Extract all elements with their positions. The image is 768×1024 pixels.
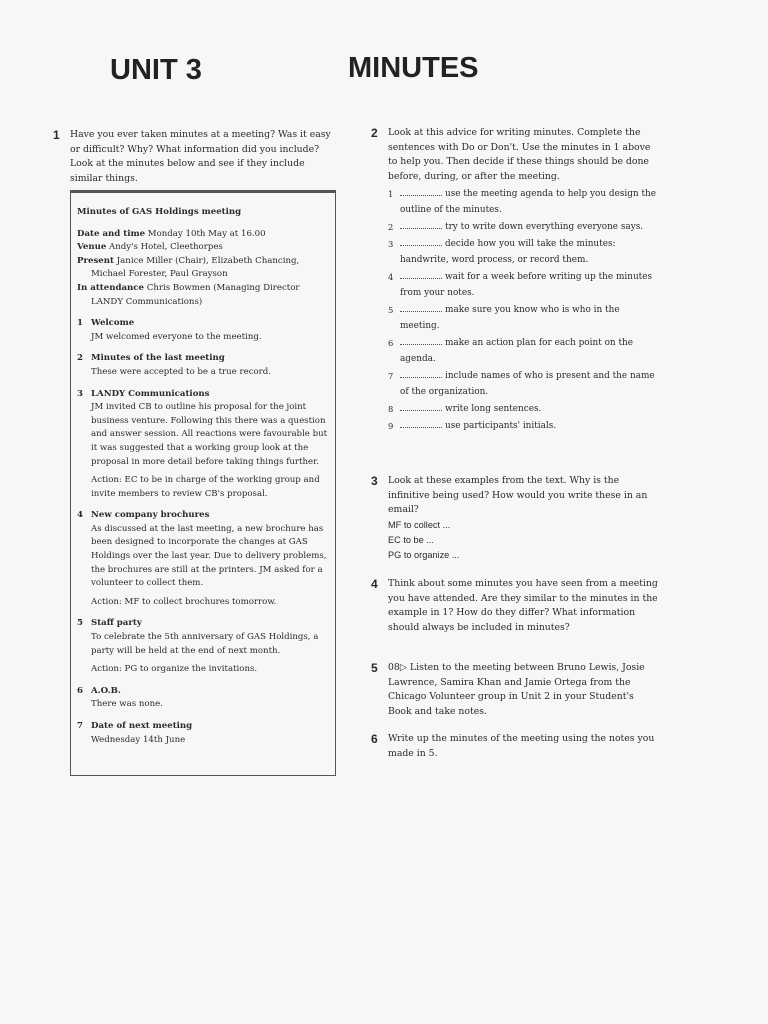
item-number: 4: [77, 510, 83, 521]
item-body: JM invited CB to outline his proposal for the joint business venture. Following this there was a question and answer session. All reactions were favourable but it was suggested that a working group look at the proposal in more detail before taking things further.: [91, 402, 328, 467]
task-number: 5: [371, 661, 378, 675]
task-2: [371, 126, 658, 434]
item-heading: LANDY Communications: [91, 388, 210, 399]
task-number: 4: [371, 577, 378, 591]
item-body: To celebrate the 5th anniversary of GAS Holdings, a party will be held at the end of next month.: [91, 632, 319, 656]
attendance-label: In attendance: [77, 282, 145, 293]
venue-label: Venue: [77, 242, 107, 253]
advice-item: [388, 368, 658, 400]
advice-number: 4: [388, 272, 394, 282]
task-text: Look at this advice for writing minutes. Complete the sentences with Do or Don't. Use the minutes in 1 above to help you. Then decide if these things should be done before, during, or after the meeting.: [388, 127, 651, 182]
venue-value: Andy's Hotel, Cleethorpes: [109, 242, 223, 253]
item-heading: A.O.B.: [91, 685, 121, 696]
advice-item: [388, 269, 658, 301]
answer-blank[interactable]: [400, 337, 442, 345]
task-3: [371, 474, 658, 563]
task-number: 2: [371, 126, 378, 140]
advice-number: 8: [388, 404, 394, 414]
task-6: [371, 732, 658, 761]
section-title: MINUTES: [348, 52, 479, 84]
item-action: Action: MF to collect brochures tomorrow.: [91, 596, 277, 607]
date-label: Date and time: [77, 228, 146, 239]
item-heading: Staff party: [91, 618, 142, 629]
item-action: Action: EC to be in charge of the working group and invite members to review CB's proposal.: [91, 475, 320, 499]
item-body: JM welcomed everyone to the meeting.: [91, 331, 262, 342]
advice-number: 3: [388, 239, 394, 249]
task-number: 1: [53, 128, 60, 142]
advice-text: decide how you will take the minutes: handwrite, word process, or record them.: [400, 239, 616, 265]
advice-number: 9: [388, 421, 394, 431]
advice-text: make sure you know who is who in the meeting.: [400, 305, 620, 331]
date-value: Monday 10th May at 16.00: [147, 228, 266, 239]
task-5: [371, 661, 658, 719]
minutes-items: [77, 317, 329, 747]
answer-blank[interactable]: [400, 304, 442, 312]
answer-blank[interactable]: [400, 370, 442, 378]
advice-text: use the meeting agenda to help you design the outline of the minutes.: [400, 189, 656, 215]
advice-item: [388, 186, 658, 218]
attendance-value-cont: LANDY Communications): [91, 296, 203, 307]
minutes-item: [77, 388, 329, 502]
task-number: 3: [371, 474, 378, 488]
minutes-item: [77, 509, 329, 609]
example-2: EC to be ...: [388, 534, 434, 545]
advice-number: 7: [388, 371, 394, 381]
task-text: Think about some minutes you have seen from a meeting you have attended. Are they similar to the minutes in the example in 1? How do they differ? What information should always be included in minutes?: [388, 578, 658, 633]
present-value: Janice Miller (Chair), Elizabeth Chancing,: [116, 255, 300, 266]
unit-title: UNIT 3: [110, 54, 202, 86]
minutes-item: [77, 720, 329, 747]
minutes-title: Minutes of GAS Holdings meeting: [77, 207, 242, 217]
item-body: As discussed at the last meeting, a new brochure has been designed to incorporate the changes at GAS Holdings over the last year. Due to delivery problems, the brochures are still at the printers. JM asked for a volunteer to collect them.: [91, 523, 327, 589]
advice-item: [388, 401, 658, 417]
minutes-present: [77, 255, 329, 269]
minutes-item: [77, 685, 329, 712]
present-value-cont: Michael Forester, Paul Grayson: [91, 269, 228, 280]
item-action: Action: PG to organize the invitations.: [91, 664, 258, 675]
answer-blank[interactable]: [400, 221, 442, 229]
answer-blank[interactable]: [400, 238, 442, 246]
advice-list: [388, 186, 658, 434]
advice-text: wait for a week before writing up the minutes from your notes.: [400, 272, 653, 298]
item-heading: Date of next meeting: [91, 721, 193, 731]
minutes-item: [77, 317, 329, 344]
advice-text: try to write down everything everyone says.: [445, 222, 644, 232]
answer-blank[interactable]: [400, 420, 442, 428]
task-number: 6: [371, 732, 378, 746]
item-body: Wednesday 14th June: [91, 734, 186, 745]
item-number: 2: [77, 353, 83, 364]
advice-text: write long sentences.: [445, 404, 542, 414]
task-4: [371, 577, 658, 635]
advice-text: include names of who is present and the name of the organization.: [400, 371, 655, 397]
item-heading: Minutes of the last meeting: [91, 353, 225, 364]
item-number: 7: [77, 721, 83, 731]
task-text: Look at these examples from the text. Why is the infinitive being used? How would you write these in an email?: [388, 475, 648, 515]
minutes-date: [77, 228, 329, 242]
minutes-box: [70, 190, 336, 776]
answer-blank[interactable]: [400, 188, 442, 196]
advice-item: [388, 219, 658, 235]
attendance-value: Chris Bowmen (Managing Director: [146, 282, 300, 293]
item-number: 3: [77, 388, 83, 399]
advice-text: make an action plan for each point on the agenda.: [400, 338, 634, 364]
minutes-item: [77, 617, 329, 676]
advice-item: [388, 236, 658, 268]
task-text: 08▷ Listen to the meeting between Bruno Lewis, Josie Lawrence, Samira Khan and Jamie Ortega from the Chicago Volunteer group in Unit 2 in your Student's Book and take notes.: [388, 662, 645, 717]
item-number: 5: [77, 618, 83, 629]
item-number: 6: [77, 685, 83, 696]
item-heading: Welcome: [91, 318, 135, 329]
task-1: [53, 128, 340, 186]
advice-text: use participants' initials.: [445, 421, 557, 431]
example-1: MF to collect ...: [388, 519, 451, 530]
advice-number: 5: [388, 305, 394, 315]
advice-number: 2: [388, 222, 394, 232]
advice-number: 6: [388, 338, 394, 348]
example-3: PG to organize ...: [388, 549, 460, 560]
item-heading: New company brochures: [91, 510, 210, 521]
answer-blank[interactable]: [400, 403, 442, 411]
task-text: Have you ever taken minutes at a meeting? Was it easy or difficult? Why? What information did you include? Look at the minutes below and see if they include similar things.: [70, 129, 331, 184]
task-text: Write up the minutes of the meeting using the notes you made in 5.: [388, 733, 655, 759]
item-body: These were accepted to be a true record.: [91, 366, 272, 377]
answer-blank[interactable]: [400, 271, 442, 279]
item-body: There was none.: [91, 699, 163, 710]
minutes-attendance: [77, 282, 329, 296]
present-label: Present: [77, 255, 114, 266]
minutes-item: [77, 352, 329, 379]
advice-item: [388, 302, 658, 334]
minutes-venue: [77, 241, 329, 255]
advice-number: 1: [388, 189, 394, 199]
advice-item: [388, 418, 658, 434]
item-number: 1: [77, 318, 83, 329]
advice-item: [388, 335, 658, 367]
